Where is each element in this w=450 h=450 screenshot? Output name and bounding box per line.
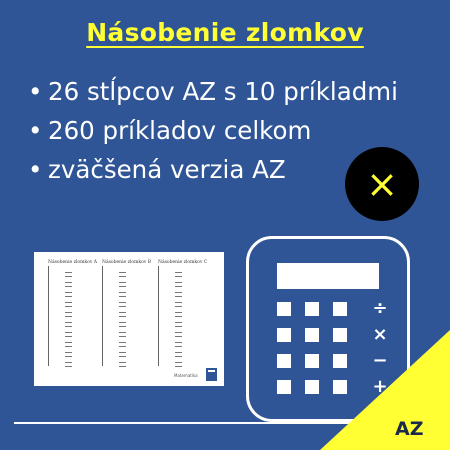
feature-text: zväčšená verzia AZ [48,155,286,184]
plus-icon: + [372,376,388,397]
bullet-icon: • [28,77,43,106]
corner-label: AZ [395,418,424,440]
calculator-key [333,328,347,342]
calculator-key [305,302,319,316]
worksheet-exercise [119,312,126,318]
worksheet-exercise [175,282,182,288]
calculator-key [277,302,291,316]
worksheet-exercise [175,302,182,308]
worksheet-exercise [65,292,72,298]
worksheet-exercise [119,362,126,368]
worksheet-exercise [119,302,126,308]
worksheet-column [102,260,158,368]
worksheet-column [48,260,104,368]
worksheet-column [158,260,214,368]
feature-item [28,72,398,111]
worksheet-exercise [119,352,126,358]
worksheet-exercise [65,272,72,278]
worksheet-exercise [65,352,72,358]
worksheet-exercise [65,282,72,288]
worksheet-exercise [119,322,126,328]
worksheet-exercise [175,362,182,368]
feature-item [28,111,398,150]
worksheet-exercise [65,342,72,348]
calculator-key [277,354,291,368]
worksheet-exercise [175,332,182,338]
worksheet-footer: Matematika [174,373,198,378]
worksheet-exercise [119,342,126,348]
worksheet-exercise [175,292,182,298]
worksheet-exercise [175,312,182,318]
feature-text: 260 príkladov celkom [48,116,312,145]
calculator-key [277,328,291,342]
feature-list [28,72,398,189]
worksheet-column-rule [102,266,103,366]
calculator-key [333,354,347,368]
worksheet-exercise [175,352,182,358]
bullet-icon: • [28,116,43,145]
calculator-key [333,380,347,394]
calculator-key [305,328,319,342]
worksheet-column-rule [158,266,159,366]
worksheet-column-rule [48,266,49,366]
worksheet-column-title: Násobenie zlomkov C [158,260,208,265]
worksheet-exercise [65,322,72,328]
multiply-badge-icon: × [345,147,419,221]
calculator-key [333,302,347,316]
worksheet-exercise [175,342,182,348]
worksheet-exercise [119,272,126,278]
calculator-key [277,380,291,394]
calculator-key [305,380,319,394]
worksheet-exercise [65,362,72,368]
divide-icon: ÷ [372,298,388,319]
worksheet-exercise [119,292,126,298]
bullet-icon: • [28,155,43,184]
worksheet-column-title: Násobenie zlomkov B [102,260,152,265]
calculator-logo-icon [206,368,217,381]
calculator-screen [277,263,379,289]
worksheet-exercise [65,312,72,318]
worksheet-column-title: Násobenie zlomkov A [48,260,98,265]
multiply-icon: × [372,324,388,345]
worksheet-exercise [65,332,72,338]
worksheet-preview [34,252,224,386]
calculator-key [305,354,319,368]
worksheet-exercise [175,322,182,328]
page-title: Násobenie zlomkov [86,18,364,47]
divider [14,422,364,424]
feature-text: 26 stĺpcov AZ s 10 príkladmi [48,77,398,106]
minus-icon: − [372,350,388,371]
worksheet-exercise [119,332,126,338]
worksheet-exercise [119,282,126,288]
worksheet-exercise [65,302,72,308]
worksheet-exercise [175,272,182,278]
feature-item [28,150,398,189]
